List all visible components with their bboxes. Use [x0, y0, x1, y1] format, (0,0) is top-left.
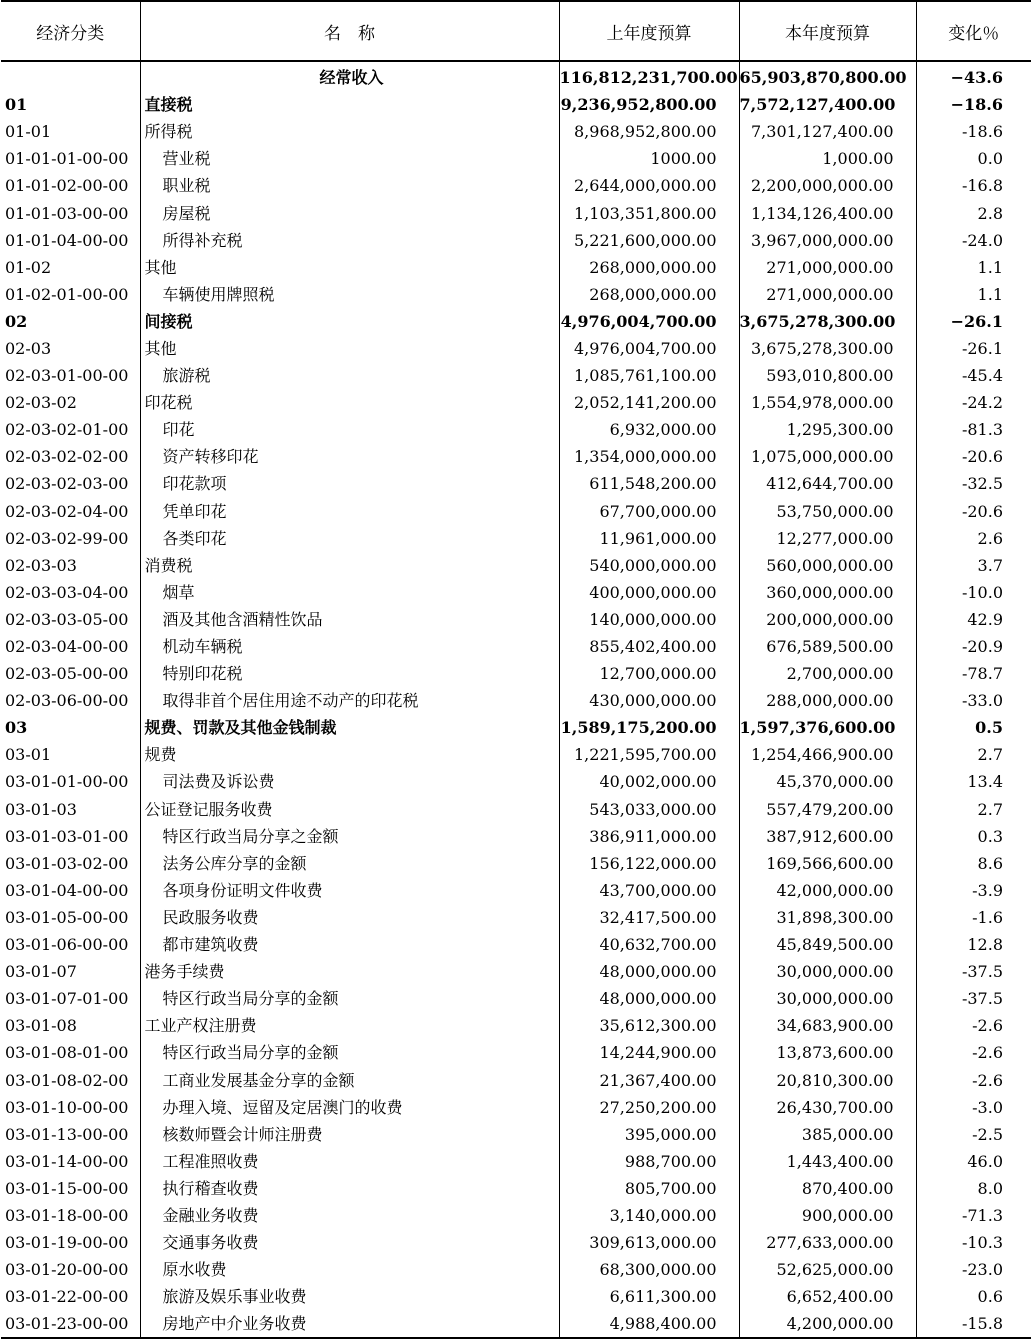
- row-change: -3.0: [916, 1094, 1031, 1121]
- row-prev-budget: 400,000,000.00: [559, 579, 739, 606]
- row-code: 03-01-07: [5, 962, 77, 982]
- table-row: [1, 199, 1031, 226]
- row-prev-budget: 3,140,000.00: [559, 1202, 739, 1229]
- row-curr-budget: 1,295,300.00: [739, 416, 916, 443]
- row-change: -24.0: [916, 227, 1031, 254]
- row-curr-budget: 3,967,000,000.00: [739, 227, 916, 254]
- row-name: 原水收费: [140, 1256, 559, 1283]
- row-curr-budget: 360,000,000.00: [739, 579, 916, 606]
- row-curr-budget: 870,400.00: [739, 1175, 916, 1202]
- row-prev-budget: 855,402,400.00: [559, 633, 739, 660]
- row-name: 间接税: [140, 308, 559, 335]
- row-name: 特区行政当局分享的金额: [140, 985, 559, 1012]
- row-prev-budget: 68,300,000.00: [559, 1256, 739, 1283]
- row-code: 02-03-02-99-00: [5, 528, 129, 548]
- row-prev-budget: 116,812,231,700.00: [559, 61, 739, 91]
- row-name: 规费: [140, 741, 559, 768]
- row-code: 01: [5, 95, 28, 115]
- row-name: 取得非首个居住用途不动产的印花税: [140, 687, 559, 714]
- table-row: [1, 61, 1031, 91]
- row-name: 旅游税: [140, 362, 559, 389]
- row-code: 01-01: [5, 122, 52, 142]
- row-code: 03-01-07-01-00: [5, 989, 129, 1009]
- row-name: 金融业务收费: [140, 1202, 559, 1229]
- row-change: 8.0: [916, 1175, 1031, 1202]
- row-change: -81.3: [916, 416, 1031, 443]
- table-row: [1, 281, 1031, 308]
- row-curr-budget: 4,200,000.00: [739, 1310, 916, 1338]
- row-name: 各类印花: [140, 525, 559, 552]
- row-change: -20.9: [916, 633, 1031, 660]
- row-change: -18.6: [916, 118, 1031, 145]
- row-name: 消费税: [140, 552, 559, 579]
- row-name: 凭单印花: [140, 498, 559, 525]
- row-change: -37.5: [916, 985, 1031, 1012]
- table-row: [1, 91, 1031, 118]
- row-code: 03-01-08-01-00: [5, 1043, 129, 1063]
- row-code: 03-01-01-00-00: [5, 772, 129, 792]
- row-code: 03-01-04-00-00: [5, 880, 129, 900]
- row-change: 8.6: [916, 850, 1031, 877]
- row-code: 03-01-03: [5, 799, 77, 819]
- row-change: -24.2: [916, 389, 1031, 416]
- table-row: [1, 931, 1031, 958]
- table-row: [1, 552, 1031, 579]
- row-change: -1.6: [916, 904, 1031, 931]
- table-row: [1, 525, 1031, 552]
- header-change: 变化％: [916, 1, 1031, 61]
- row-code: 03-01-03-02-00: [5, 853, 129, 873]
- row-prev-budget: 309,613,000.00: [559, 1229, 739, 1256]
- row-name: 各项身份证明文件收费: [140, 877, 559, 904]
- row-prev-budget: 543,033,000.00: [559, 796, 739, 823]
- row-code: 01-02: [5, 257, 52, 277]
- row-curr-budget: 45,849,500.00: [739, 931, 916, 958]
- row-name: 房地产中介业务收费: [140, 1310, 559, 1338]
- table-header: [1, 1, 1031, 61]
- table-row: [1, 687, 1031, 714]
- row-curr-budget: 593,010,800.00: [739, 362, 916, 389]
- row-curr-budget: 271,000,000.00: [739, 281, 916, 308]
- row-change: 2.7: [916, 796, 1031, 823]
- row-code: 02: [5, 311, 28, 331]
- row-name: 办理入境、逗留及定居澳门的收费: [140, 1094, 559, 1121]
- table-row: [1, 362, 1031, 389]
- row-name: 旅游及娱乐事业收费: [140, 1283, 559, 1310]
- row-prev-budget: 4,976,004,700.00: [559, 335, 739, 362]
- row-code: 03-01-20-00-00: [5, 1260, 129, 1280]
- row-name: 都市建筑收费: [140, 931, 559, 958]
- row-name: 直接税: [140, 91, 559, 118]
- row-name: 房屋税: [140, 199, 559, 226]
- row-curr-budget: 412,644,700.00: [739, 470, 916, 497]
- row-change: 0.3: [916, 823, 1031, 850]
- row-prev-budget: 27,250,200.00: [559, 1094, 739, 1121]
- row-curr-budget: 200,000,000.00: [739, 606, 916, 633]
- row-curr-budget: 34,683,900.00: [739, 1012, 916, 1039]
- row-curr-budget: 1,443,400.00: [739, 1148, 916, 1175]
- row-change: 2.7: [916, 741, 1031, 768]
- table-row: [1, 308, 1031, 335]
- header-name: 名 称: [140, 1, 559, 61]
- row-curr-budget: 385,000.00: [739, 1121, 916, 1148]
- row-prev-budget: 430,000,000.00: [559, 687, 739, 714]
- row-prev-budget: 67,700,000.00: [559, 498, 739, 525]
- table-body: [1, 61, 1031, 1338]
- row-curr-budget: 288,000,000.00: [739, 687, 916, 714]
- header-code: 经济分类: [1, 1, 140, 61]
- row-curr-budget: 676,589,500.00: [739, 633, 916, 660]
- row-name: 职业税: [140, 172, 559, 199]
- row-prev-budget: 2,644,000,000.00: [559, 172, 739, 199]
- row-curr-budget: 20,810,300.00: [739, 1066, 916, 1093]
- row-code: 02-03-05-00-00: [5, 664, 129, 684]
- row-code: 03-01-08: [5, 1016, 77, 1036]
- row-name: 交通事务收费: [140, 1229, 559, 1256]
- row-name: 核数师暨会计师注册费: [140, 1121, 559, 1148]
- row-code: 03-01-22-00-00: [5, 1287, 129, 1307]
- row-code: 02-03-04-00-00: [5, 637, 129, 657]
- row-code: 03-01-05-00-00: [5, 907, 129, 927]
- row-name: 烟草: [140, 579, 559, 606]
- row-code: 01-01-03-00-00: [5, 203, 129, 223]
- row-curr-budget: 45,370,000.00: [739, 768, 916, 795]
- table-row: [1, 1148, 1031, 1175]
- row-prev-budget: 1,589,175,200.00: [559, 714, 739, 741]
- row-curr-budget: 3,675,278,300.00: [739, 308, 916, 335]
- row-curr-budget: 2,200,000,000.00: [739, 172, 916, 199]
- table-row: [1, 1202, 1031, 1229]
- table-row: [1, 958, 1031, 985]
- row-prev-budget: 9,236,952,800.00: [559, 91, 739, 118]
- row-code: 03-01-14-00-00: [5, 1151, 129, 1171]
- table-row: [1, 850, 1031, 877]
- table-row: [1, 1229, 1031, 1256]
- table-row: [1, 172, 1031, 199]
- table-row: [1, 579, 1031, 606]
- row-code: 03-01-23-00-00: [1, 1310, 140, 1338]
- table-row: [1, 227, 1031, 254]
- table-row: [1, 1012, 1031, 1039]
- row-curr-budget: 557,479,200.00: [739, 796, 916, 823]
- row-change: 1.1: [916, 254, 1031, 281]
- table-row: [1, 741, 1031, 768]
- row-change: -78.7: [916, 660, 1031, 687]
- row-prev-budget: 6,611,300.00: [559, 1283, 739, 1310]
- row-prev-budget: 43,700,000.00: [559, 877, 739, 904]
- row-change: -16.8: [916, 172, 1031, 199]
- row-curr-budget: 30,000,000.00: [739, 958, 916, 985]
- budget-table: [1, 0, 1031, 1339]
- row-code: 03-01-13-00-00: [5, 1124, 129, 1144]
- row-change: -10.3: [916, 1229, 1031, 1256]
- row-curr-budget: 1,075,000,000.00: [739, 443, 916, 470]
- row-change: 1.1: [916, 281, 1031, 308]
- row-curr-budget: 900,000.00: [739, 1202, 916, 1229]
- row-code: 03-01-19-00-00: [5, 1233, 129, 1253]
- row-code: 02-03-02-01-00: [5, 420, 129, 440]
- row-curr-budget: 169,566,600.00: [739, 850, 916, 877]
- row-name: 资产转移印花: [140, 443, 559, 470]
- table-row: [1, 145, 1031, 172]
- row-prev-budget: 32,417,500.00: [559, 904, 739, 931]
- row-prev-budget: 156,122,000.00: [559, 850, 739, 877]
- table-row: [1, 498, 1031, 525]
- row-name: 营业税: [140, 145, 559, 172]
- row-prev-budget: 4,976,004,700.00: [559, 308, 739, 335]
- row-code: 03-01-03-01-00: [5, 826, 129, 846]
- row-change: 0.0: [916, 145, 1031, 172]
- row-curr-budget: 1,254,466,900.00: [739, 741, 916, 768]
- table-row: [1, 1310, 1031, 1338]
- table-row: [1, 416, 1031, 443]
- row-curr-budget: 26,430,700.00: [739, 1094, 916, 1121]
- row-code: 03-01-10-00-00: [5, 1097, 129, 1117]
- row-prev-budget: 1,221,595,700.00: [559, 741, 739, 768]
- row-change: -26.1: [916, 335, 1031, 362]
- row-code: 03: [5, 718, 28, 738]
- table-row: [1, 660, 1031, 687]
- row-prev-budget: 611,548,200.00: [559, 470, 739, 497]
- row-name: 经常收入: [140, 61, 559, 91]
- row-name: 酒及其他含酒精性饮品: [140, 606, 559, 633]
- row-name: 印花: [140, 416, 559, 443]
- row-code: 01-01-01-00-00: [5, 149, 129, 169]
- row-code: 03-01-08-02-00: [5, 1070, 129, 1090]
- row-name: 规费、罚款及其他金钱制裁: [140, 714, 559, 741]
- row-prev-budget: 8,968,952,800.00: [559, 118, 739, 145]
- row-prev-budget: 140,000,000.00: [559, 606, 739, 633]
- row-code: 03-01-18-00-00: [5, 1205, 129, 1225]
- row-curr-budget: 42,000,000.00: [739, 877, 916, 904]
- row-prev-budget: 14,244,900.00: [559, 1039, 739, 1066]
- row-curr-budget: 6,652,400.00: [739, 1283, 916, 1310]
- table-row: [1, 118, 1031, 145]
- row-name: 工商业发展基金分享的金额: [140, 1066, 559, 1093]
- row-change: -71.3: [916, 1202, 1031, 1229]
- row-change: 2.6: [916, 525, 1031, 552]
- row-name: 机动车辆税: [140, 633, 559, 660]
- row-change: -45.4: [916, 362, 1031, 389]
- row-change: 2.8: [916, 199, 1031, 226]
- row-name: 特区行政当局分享的金额: [140, 1039, 559, 1066]
- row-name: 法务公库分享的金额: [140, 850, 559, 877]
- row-name: 公证登记服务收费: [140, 796, 559, 823]
- row-code: 02-03-03-04-00: [5, 582, 129, 602]
- row-curr-budget: 13,873,600.00: [739, 1039, 916, 1066]
- row-curr-budget: 2,700,000.00: [739, 660, 916, 687]
- row-curr-budget: 12,277,000.00: [739, 525, 916, 552]
- table-row: [1, 714, 1031, 741]
- table-row: [1, 606, 1031, 633]
- table-row: [1, 470, 1031, 497]
- table-row: [1, 823, 1031, 850]
- row-curr-budget: 52,625,000.00: [739, 1256, 916, 1283]
- row-prev-budget: 540,000,000.00: [559, 552, 739, 579]
- row-prev-budget: 386,911,000.00: [559, 823, 739, 850]
- row-prev-budget: 48,000,000.00: [559, 985, 739, 1012]
- table-row: [1, 1256, 1031, 1283]
- row-name: 工业产权注册费: [140, 1012, 559, 1039]
- header-curr-budget: 本年度预算: [739, 1, 916, 61]
- table-row: [1, 389, 1031, 416]
- row-curr-budget: 387,912,600.00: [739, 823, 916, 850]
- row-prev-budget: 11,961,000.00: [559, 525, 739, 552]
- row-curr-budget: 31,898,300.00: [739, 904, 916, 931]
- row-code: 02-03-02-02-00: [5, 447, 129, 467]
- row-prev-budget: 35,612,300.00: [559, 1012, 739, 1039]
- row-name: 执行稽查收费: [140, 1175, 559, 1202]
- row-code: 02-03-03: [5, 555, 77, 575]
- table-row: [1, 768, 1031, 795]
- row-change: -20.6: [916, 443, 1031, 470]
- row-change: −18.6: [916, 91, 1031, 118]
- row-name: 车辆使用牌照税: [140, 281, 559, 308]
- row-prev-budget: 805,700.00: [559, 1175, 739, 1202]
- header-prev-budget: 上年度预算: [559, 1, 739, 61]
- row-change: -3.9: [916, 877, 1031, 904]
- row-name: 特别印花税: [140, 660, 559, 687]
- row-prev-budget: 1,354,000,000.00: [559, 443, 739, 470]
- table-row: [1, 633, 1031, 660]
- row-prev-budget: 21,367,400.00: [559, 1066, 739, 1093]
- row-change: -2.6: [916, 1012, 1031, 1039]
- row-change: 46.0: [916, 1148, 1031, 1175]
- table-row: [1, 254, 1031, 281]
- row-curr-budget: 53,750,000.00: [739, 498, 916, 525]
- row-name: 所得补充税: [140, 227, 559, 254]
- row-change: 0.6: [916, 1283, 1031, 1310]
- row-curr-budget: 65,903,870,800.00: [739, 61, 916, 91]
- row-change: 12.8: [916, 931, 1031, 958]
- table-row: [1, 796, 1031, 823]
- row-change: −43.6: [916, 61, 1031, 91]
- table-row: [1, 335, 1031, 362]
- row-prev-budget: 40,002,000.00: [559, 768, 739, 795]
- row-name: 其他: [140, 335, 559, 362]
- row-change: -10.0: [916, 579, 1031, 606]
- row-name: 其他: [140, 254, 559, 281]
- row-change: -23.0: [916, 1256, 1031, 1283]
- row-prev-budget: 40,632,700.00: [559, 931, 739, 958]
- row-code: 01-01-02-00-00: [5, 176, 129, 196]
- row-curr-budget: 1,597,376,600.00: [739, 714, 916, 741]
- row-code: 02-03-02: [5, 393, 77, 413]
- row-prev-budget: 48,000,000.00: [559, 958, 739, 985]
- row-prev-budget: 12,700,000.00: [559, 660, 739, 687]
- row-name: 所得税: [140, 118, 559, 145]
- row-code: 01-01-04-00-00: [5, 230, 129, 250]
- row-prev-budget: 5,221,600,000.00: [559, 227, 739, 254]
- row-change: 13.4: [916, 768, 1031, 795]
- row-name: 印花款项: [140, 470, 559, 497]
- table-row: [1, 1121, 1031, 1148]
- row-curr-budget: 1,554,978,000.00: [739, 389, 916, 416]
- row-curr-budget: 7,572,127,400.00: [739, 91, 916, 118]
- row-change: -15.8: [916, 1310, 1031, 1338]
- row-change: -32.5: [916, 470, 1031, 497]
- table-row: [1, 1094, 1031, 1121]
- row-change: -2.6: [916, 1039, 1031, 1066]
- table-row: [1, 1066, 1031, 1093]
- row-prev-budget: 395,000.00: [559, 1121, 739, 1148]
- row-curr-budget: 7,301,127,400.00: [739, 118, 916, 145]
- row-code: 03-01-15-00-00: [5, 1178, 129, 1198]
- row-change: −26.1: [916, 308, 1031, 335]
- row-code: 03-01-06-00-00: [5, 935, 129, 955]
- row-name: 印花税: [140, 389, 559, 416]
- row-curr-budget: 1,134,126,400.00: [739, 199, 916, 226]
- row-prev-budget: 1,103,351,800.00: [559, 199, 739, 226]
- row-code: 03-01: [5, 745, 52, 765]
- row-change: -37.5: [916, 958, 1031, 985]
- row-change: 3.7: [916, 552, 1031, 579]
- row-name: 港务手续费: [140, 958, 559, 985]
- table-row: [1, 985, 1031, 1012]
- row-code: 02-03-01-00-00: [5, 366, 129, 386]
- table-row: [1, 904, 1031, 931]
- row-code: 02-03-06-00-00: [5, 691, 129, 711]
- row-name: 特区行政当局分享之金额: [140, 823, 559, 850]
- table-row: [1, 1283, 1031, 1310]
- row-curr-budget: 30,000,000.00: [739, 985, 916, 1012]
- row-prev-budget: 2,052,141,200.00: [559, 389, 739, 416]
- row-prev-budget: 6,932,000.00: [559, 416, 739, 443]
- row-curr-budget: 1,000.00: [739, 145, 916, 172]
- row-prev-budget: 1,085,761,100.00: [559, 362, 739, 389]
- row-change: -20.6: [916, 498, 1031, 525]
- row-change: -2.6: [916, 1066, 1031, 1093]
- row-prev-budget: 1000.00: [559, 145, 739, 172]
- row-name: 司法费及诉讼费: [140, 768, 559, 795]
- row-curr-budget: 277,633,000.00: [739, 1229, 916, 1256]
- row-code: [1, 61, 140, 91]
- row-prev-budget: 988,700.00: [559, 1148, 739, 1175]
- row-prev-budget: 268,000,000.00: [559, 254, 739, 281]
- row-change: 0.5: [916, 714, 1031, 741]
- table-row: [1, 1175, 1031, 1202]
- table-row: [1, 877, 1031, 904]
- row-code: 02-03-03-05-00: [5, 609, 129, 629]
- row-code: 02-03: [5, 338, 52, 358]
- row-change: -33.0: [916, 687, 1031, 714]
- row-code: 02-03-02-03-00: [5, 474, 129, 494]
- row-change: -2.5: [916, 1121, 1031, 1148]
- row-name: 工程准照收费: [140, 1148, 559, 1175]
- row-change: 42.9: [916, 606, 1031, 633]
- row-curr-budget: 3,675,278,300.00: [739, 335, 916, 362]
- table-row: [1, 443, 1031, 470]
- row-code: 01-02-01-00-00: [5, 284, 129, 304]
- row-prev-budget: 268,000,000.00: [559, 281, 739, 308]
- table-row: [1, 1039, 1031, 1066]
- row-name: 民政服务收费: [140, 904, 559, 931]
- row-prev-budget: 4,988,400.00: [559, 1310, 739, 1338]
- row-curr-budget: 560,000,000.00: [739, 552, 916, 579]
- row-code: 02-03-02-04-00: [5, 501, 129, 521]
- row-curr-budget: 271,000,000.00: [739, 254, 916, 281]
